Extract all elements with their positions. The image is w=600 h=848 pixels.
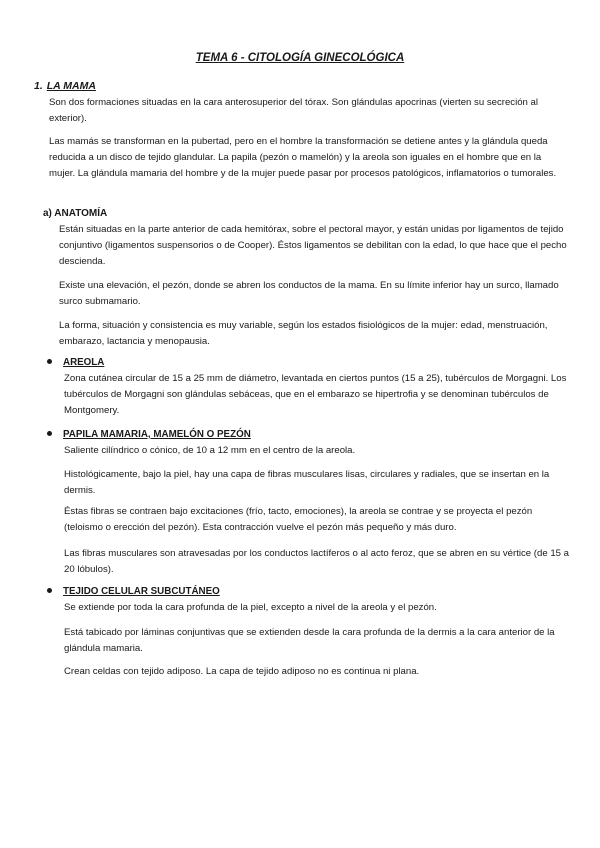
subsection-heading: a) ANATOMÍA — [43, 208, 108, 219]
bullet-title: PAPILA MAMARIA, MAMELÓN O PEZÓN — [63, 429, 251, 440]
paragraph: Están situadas en la parte anterior de cada hemitórax, sobre el pectoral mayor, y están unidas por ligamentos de tejido conjuntivo (ligamentos suspensorios o de Cooper). Éstos ligamentos se debilitan con la edad, lo que hace que el pecho descienda. — [59, 224, 567, 267]
paragraph: Está tabicado por láminas conjuntivas que se extienden desde la cara profunda de la dermis a la cara anterior de la glándula mamaria. — [64, 627, 555, 654]
section-heading — [34, 80, 96, 92]
bullet-heading-papila — [47, 429, 251, 440]
paragraph: Las mamás se transforman en la pubertad, pero en el hombre la transformación se detiene antes y la glándula queda reducida a un disco de tejido glandular. La papila (pezón o mamelón) y la areola son iguales en el hombre que en la mujer. La glándula mamaria del hombre y de la mujer puede pasar por procesos patológicos, inflamatorios o tumorales. — [49, 136, 557, 179]
paragraph: Zona cutánea circular de 15 a 25 mm de diámetro, levantada en ciertos puntos (15 a 25), tubérculos de Morgagni. Los tubérculos de Morgagni son glándulas sebáceas, que en el embarazo se hipertrofia y se denominan tubérculos de Montgomery. — [64, 373, 567, 416]
paragraph: Éstas fibras se contraen bajo excitaciones (frío, tacto, emociones), la areola se contrae y se proyecta el pezón (teloismo o erección del pezón). Esta contracción vuelve el pezón más pequeño y más duro. — [64, 506, 533, 533]
bullet-icon — [47, 588, 52, 593]
paragraph: Las fibras musculares son atravesadas por los conductos lactíferos o al acto feroz, que se abren en su vértice (de 15 a 20 lóbulos). — [64, 548, 570, 575]
paragraph: Histológicamente, bajo la piel, hay una capa de fibras musculares lisas, circulares y radiales, que se insertan en la dermis. — [64, 469, 550, 496]
document-title: TEMA 6 - CITOLOGÍA GINECOLÓGICA — [195, 52, 405, 64]
section-title: LA MAMA — [46, 80, 96, 92]
bullet-heading-tejido — [47, 586, 220, 597]
paragraph: Saliente cilíndrico o cónico, de 10 a 12 mm en el centro de la areola. — [64, 445, 356, 456]
paragraph: Se extiende por toda la cara profunda de la piel, excepto a nivel de la areola y el pezón. — [64, 602, 437, 613]
bullet-title: TEJIDO CELULAR SUBCUTÁNEO — [63, 586, 220, 597]
bullet-icon — [47, 359, 52, 364]
paragraph: Existe una elevación, el pezón, donde se abren los conductos de la mama. En su límite inferior hay un surco, llamado surco submamario. — [59, 280, 559, 307]
section-number: 1. — [34, 80, 43, 92]
bullet-icon — [47, 431, 52, 436]
bullet-heading-areola — [47, 357, 104, 368]
paragraph: Crean celdas con tejido adiposo. La capa de tejido adiposo no es continua ni plana. — [64, 666, 420, 677]
paragraph: La forma, situación y consistencia es muy variable, según los estados fisiológicos de la mujer: edad, menstruación, embarazo, lactancia y menopausia. — [59, 320, 548, 347]
paragraph: Son dos formaciones situadas en la cara anterosuperior del tórax. Son glándulas apocrinas (vierten su secreción al exterior). — [49, 97, 539, 124]
bullet-title: AREOLA — [63, 357, 105, 368]
